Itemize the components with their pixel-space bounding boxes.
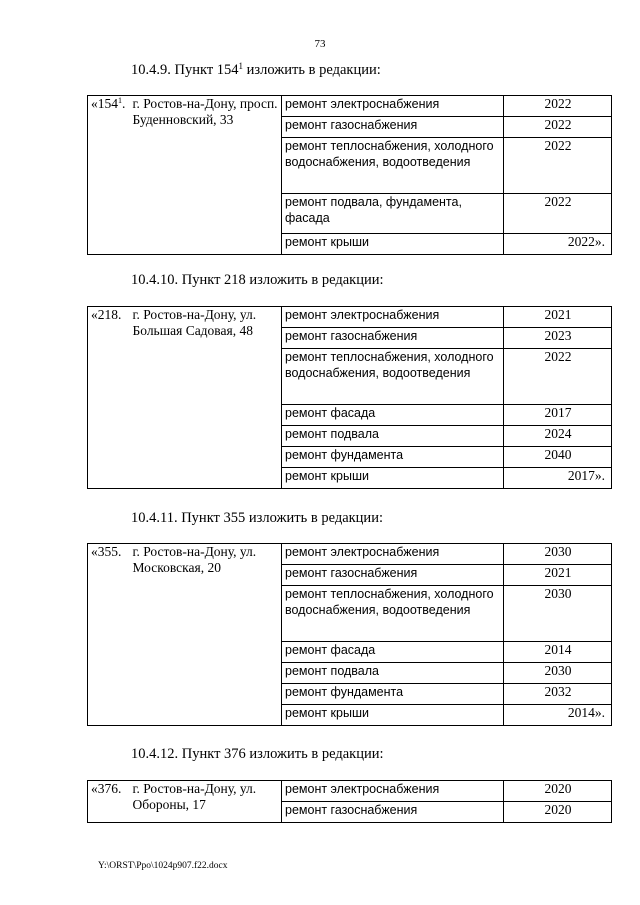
work-year: 2024: [504, 426, 612, 447]
work-type: ремонт теплоснабжения, холодного водоснабжения, водоотведения: [282, 349, 504, 405]
work-type: ремонт фасада: [282, 405, 504, 426]
work-type: ремонт крыши: [282, 234, 504, 255]
work-type: ремонт электроснабжения: [282, 307, 504, 328]
work-year: 2030: [504, 663, 612, 684]
item-address: г. Ростов-на-Дону, просп. Буденновский, 33: [131, 96, 282, 255]
work-year: 2014: [504, 642, 612, 663]
page-number: 73: [314, 38, 326, 50]
work-year: 2022».: [504, 234, 612, 255]
work-year: 2030: [504, 586, 612, 642]
work-type: ремонт теплоснабжения, холодного водоснабжения, водоотведения: [282, 138, 504, 194]
table-row: [88, 96, 612, 117]
work-type: ремонт подвала: [282, 663, 504, 684]
work-type: ремонт крыши: [282, 705, 504, 726]
item-number: «376.: [88, 781, 131, 823]
item-address: г. Ростов-на-Дону, ул. Большая Садовая, 48: [131, 307, 282, 489]
work-year: 2021: [504, 307, 612, 328]
item-address: г. Ростов-на-Дону, ул. Московская, 20: [131, 544, 282, 726]
work-year: 2017».: [504, 468, 612, 489]
work-type: ремонт фундамента: [282, 684, 504, 705]
work-type: ремонт газоснабжения: [282, 802, 504, 823]
item-number: «218.: [88, 307, 131, 489]
register-table: [87, 95, 612, 255]
work-year: 2032: [504, 684, 612, 705]
work-year: 2023: [504, 328, 612, 349]
work-year: 2022: [504, 349, 612, 405]
section-heading: 10.4.9. Пункт $154^1$ изложить в редакции:: [131, 61, 381, 78]
work-type: ремонт теплоснабжения, холодного водоснабжения, водоотведения: [282, 586, 504, 642]
work-type: ремонт подвала: [282, 426, 504, 447]
register-table: [87, 543, 612, 726]
work-year: 2014».: [504, 705, 612, 726]
section-heading: 10.4.11. Пункт 355 изложить в редакции:: [131, 510, 383, 526]
section-heading: 10.4.10. Пункт 218 изложить в редакции:: [131, 272, 384, 288]
work-year: 2030: [504, 544, 612, 565]
table-row: [88, 781, 612, 802]
work-type: ремонт газоснабжения: [282, 565, 504, 586]
item-number: «355.: [88, 544, 131, 726]
section-heading: 10.4.12. Пункт 376 изложить в редакции:: [131, 746, 384, 762]
work-type: ремонт крыши: [282, 468, 504, 489]
item-address: г. Ростов-на-Дону, ул. Обороны, 17: [131, 781, 282, 823]
work-year: 2040: [504, 447, 612, 468]
item-number: «$154^1$.: [88, 96, 131, 255]
work-year: 2022: [504, 96, 612, 117]
work-type: ремонт электроснабжения: [282, 781, 504, 802]
work-type: ремонт фасада: [282, 642, 504, 663]
work-type: ремонт электроснабжения: [282, 96, 504, 117]
table-row: [88, 307, 612, 328]
work-year: 2022: [504, 117, 612, 138]
file-path-footer: Y:\ORST\Ppo\1024p907.f22.docx: [98, 861, 228, 871]
work-year: 2017: [504, 405, 612, 426]
work-year: 2021: [504, 565, 612, 586]
work-type: ремонт газоснабжения: [282, 117, 504, 138]
work-year: 2020: [504, 781, 612, 802]
work-type: ремонт фундамента: [282, 447, 504, 468]
work-type: ремонт подвала, фундамента, фасада: [282, 194, 504, 234]
work-year: 2020: [504, 802, 612, 823]
table-row: [88, 544, 612, 565]
work-type: ремонт электроснабжения: [282, 544, 504, 565]
register-table: [87, 780, 612, 823]
work-year: 2022: [504, 194, 612, 234]
work-year: 2022: [504, 138, 612, 194]
register-table: [87, 306, 612, 489]
work-type: ремонт газоснабжения: [282, 328, 504, 349]
